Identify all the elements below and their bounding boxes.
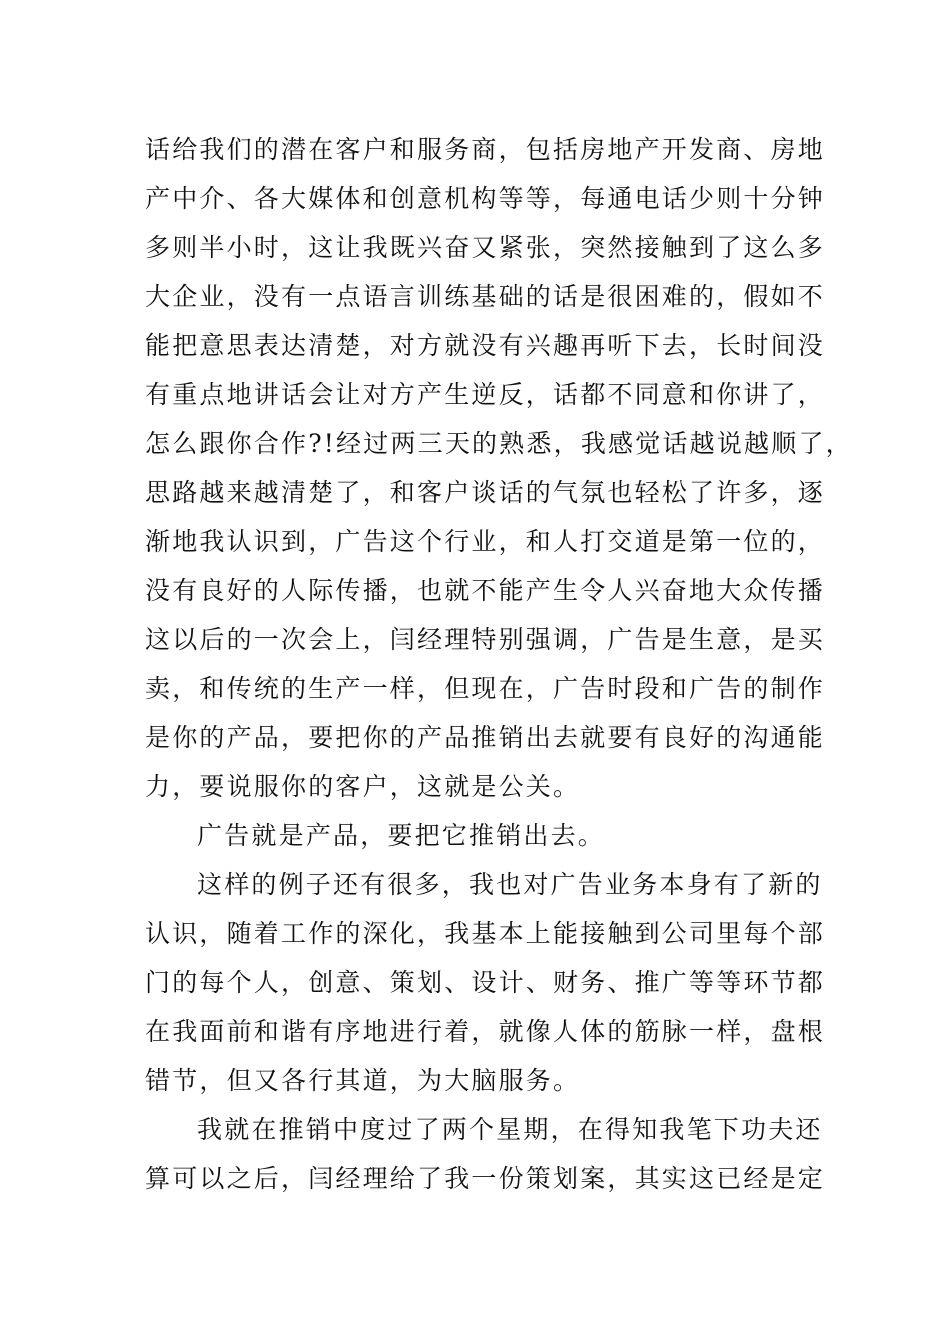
- paragraph-start-line: 广告就是产品，要把它推销出去。: [197, 821, 606, 850]
- text-line: 多则半小时，这让我既兴奋又紧张，突然接触到了这么多: [145, 233, 826, 262]
- text-line: 门的每个人，创意、策划、设计、财务、推广等等环节都: [145, 968, 826, 997]
- text-line: 产中介、各大媒体和创意机构等等，每通电话少则十分钟: [145, 184, 826, 213]
- text-line: 怎么跟你合作?!经过两三天的熟悉，我感觉话越说越顺了，: [145, 429, 853, 458]
- paragraph-start-line: 我就在推销中度过了两个星期，在得知我笔下功夫还: [197, 1115, 823, 1144]
- text-line: 这以后的一次会上，闫经理特别强调，广告是生意，是买: [145, 625, 826, 654]
- text-line: 大企业，没有一点语言训练基础的话是很困难的，假如不: [145, 282, 826, 311]
- text-line: 能把意思表达清楚，对方就没有兴趣再听下去，长时间没: [145, 331, 826, 360]
- body-text: [145, 125, 853, 1203]
- text-line: 思路越来越清楚了，和客户谈话的气氛也轻松了许多，逐: [145, 478, 826, 507]
- text-line: 话给我们的潜在客户和服务商，包括房地产开发商、房地: [145, 135, 826, 164]
- paragraph-start-line: 这样的例子还有很多，我也对广告业务本身有了新的: [197, 870, 823, 899]
- text-line: 卖，和传统的生产一样，但现在，广告时段和广告的制作: [145, 674, 826, 703]
- text-line: 错节，但又各行其道，为大脑服务。: [145, 1066, 581, 1095]
- text-line: 力，要说服你的客户，这就是公关。: [145, 772, 581, 801]
- text-line: 认识，随着工作的深化，我基本上能接触到公司里每个部: [145, 919, 826, 948]
- text-line: 渐地我认识到，广告这个行业，和人打交道是第一位的，: [145, 527, 826, 556]
- text-line: 在我面前和谐有序地进行着，就像人体的筋脉一样，盘根: [145, 1017, 826, 1046]
- text-line: 有重点地讲话会让对方产生逆反，话都不同意和你讲了，: [145, 380, 826, 409]
- text-line: 算可以之后，闫经理给了我一份策划案，其实这已经是定: [145, 1164, 826, 1193]
- text-line: 是你的产品，要把你的产品推销出去就要有良好的沟通能: [145, 723, 826, 752]
- text-line: 没有良好的人际传播，也就不能产生令人兴奋地大众传播: [145, 576, 826, 605]
